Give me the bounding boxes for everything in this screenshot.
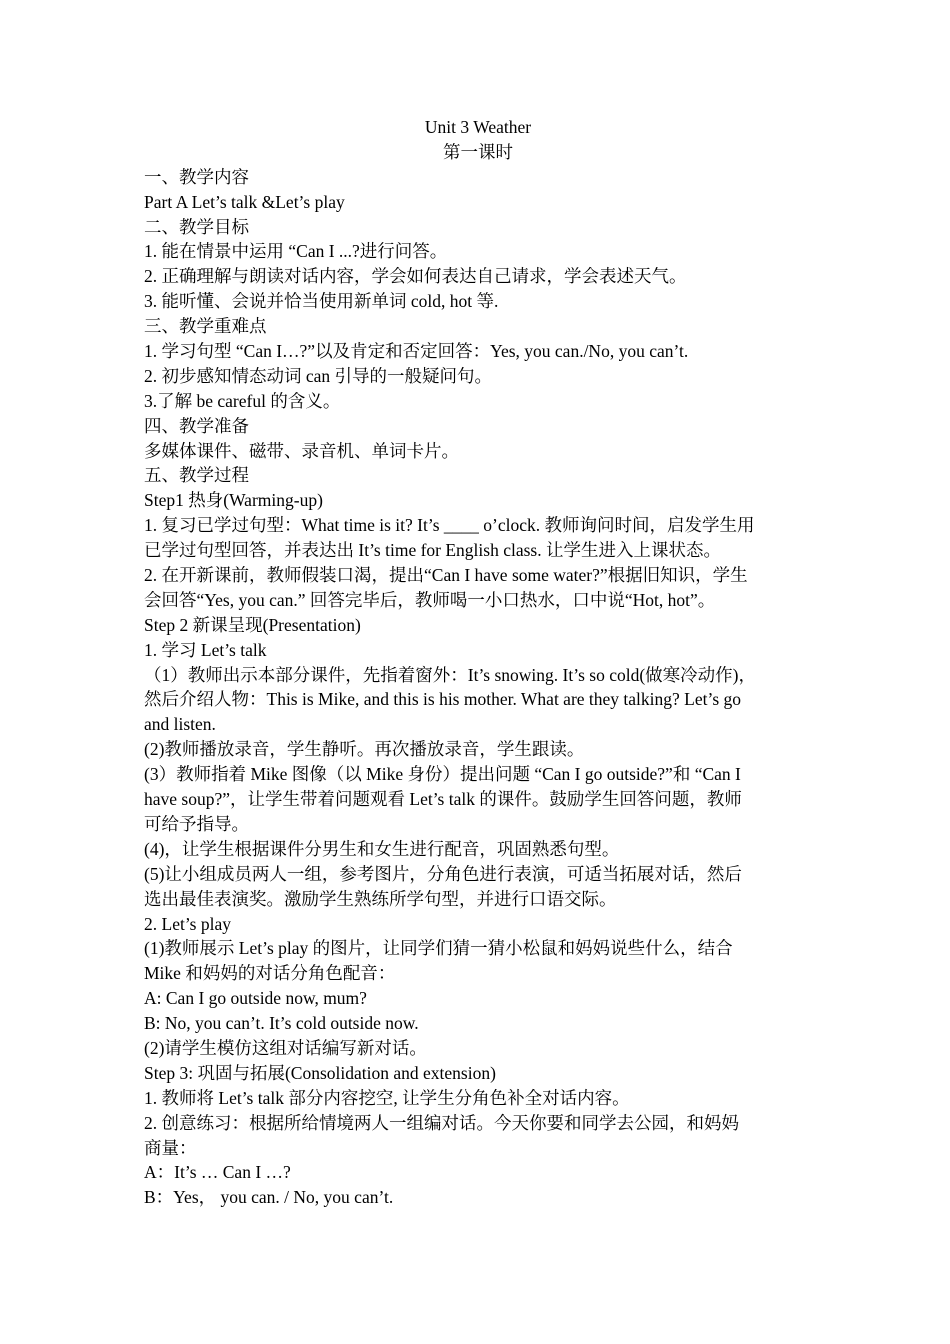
paragraph-line: Mike 和妈妈的对话分角色配音：	[144, 963, 396, 984]
dialogue-line-b: B: No, you can’t. It’s cold outside now.	[144, 1013, 419, 1034]
section-heading-goals: 二、教学目标	[144, 216, 249, 237]
paragraph-line: (5)让小组成员两人一组，参考图片，分角色进行表演，可适当拓展对话，然后	[144, 863, 742, 884]
keypoint-item-1: 1. 学习句型 “Can I…?”以及肯定和否定回答：Yes, you can./No, you can’t.	[144, 341, 689, 362]
dialogue-line-a: A: Can I go outside now, mum?	[144, 988, 367, 1009]
paragraph-line: 会回答“Yes, you can.” 回答完毕后，教师喝一小口热水，口中说“Hot, hot”。	[144, 589, 716, 610]
paragraph-line: 2. Let’s play	[144, 913, 231, 934]
content-line: Part A Let’s talk &Let’s play	[144, 191, 345, 212]
section-heading-process: 五、教学过程	[144, 465, 249, 486]
paragraph-line: (4)，让学生根据课件分男生和女生进行配音，巩固熟悉句型。	[144, 838, 620, 859]
keypoint-item-2: 2. 初步感知情态动词 can 引导的一般疑问句。	[144, 365, 493, 386]
paragraph-line: and listen.	[144, 714, 216, 735]
paragraph-line: 然后介绍人物：This is Mike, and this is his mother. What are they talking? Let’s go	[144, 689, 742, 710]
document-body	[144, 115, 812, 1210]
paragraph-line: 2. 创意练习：根据所给情境两人一组编对话。今天你要和同学去公园，和妈妈	[144, 1112, 739, 1133]
keypoint-item-3: 3.了解 be careful 的含义。	[144, 390, 341, 411]
paragraph-line: (1)教师展示 Let’s play 的图片，让同学们猜一猜小松鼠和妈妈说些什么，结合	[144, 938, 733, 959]
paragraph-line: 1. 复习已学过句型：What time is it? It’s ____ o’clock. 教师询问时间，启发学生用	[144, 515, 755, 536]
section-heading-content: 一、教学内容	[144, 166, 249, 187]
paragraph-line: 选出最佳表演奖。激励学生熟练所学句型，并进行口语交际。	[144, 888, 617, 909]
preparation-line: 多媒体课件、磁带、录音机、单词卡片。	[144, 440, 459, 461]
paragraph-line: 可给予指导。	[144, 813, 249, 834]
step-3-heading: Step 3: 巩固与拓展(Consolidation and extension)	[144, 1062, 496, 1083]
step-1-heading: Step1 热身(Warming-up)	[144, 490, 323, 511]
doc-subtitle: 第一课时	[443, 141, 513, 162]
dialogue-line-a: A：It’s … Can I …?	[144, 1162, 291, 1183]
paragraph-line: (2)请学生模仿这组对话编写新对话。	[144, 1037, 427, 1058]
goal-item-2: 2. 正确理解与朗读对话内容，学会如何表达自己请求，学会表述天气。	[144, 266, 687, 287]
goal-item-1: 1. 能在情景中运用 “Can I ...?进行问答。	[144, 241, 448, 262]
paragraph-line: 1. 教师将 Let’s talk 部分内容挖空, 让学生分角色补全对话内容。	[144, 1087, 630, 1108]
paragraph-line: have soup?”，让学生带着问题观看 Let’s talk 的课件。鼓励学生回答问题，教师	[144, 789, 742, 810]
section-heading-keypoints: 三、教学重难点	[144, 316, 267, 337]
dialogue-line-b: B：Yes， you can. / No, you can’t.	[144, 1187, 394, 1208]
paragraph-line: 商量：	[144, 1137, 197, 1158]
paragraph-line: 已学过句型回答，并表达出 It’s time for English class. 让学生进入上课状态。	[144, 540, 721, 561]
paragraph-line: (3）教师指着 Mike 图像（以 Mike 身份）提出问题 “Can I go outside?”和 “Can I	[144, 764, 741, 785]
doc-title: Unit 3 Weather	[424, 117, 532, 137]
paragraph-line: （1）教师出示本部分课件，先指着窗外：It’s snowing. It’s so cold(做寒冷动作)，	[144, 664, 757, 685]
step-2-heading: Step 2 新课呈现(Presentation)	[144, 614, 361, 635]
goal-item-3: 3. 能听懂、会说并恰当使用新单词 cold, hot 等.	[144, 291, 499, 312]
paragraph-line: 1. 学习 Let’s talk	[144, 639, 267, 660]
section-heading-preparation: 四、教学准备	[144, 415, 249, 436]
paragraph-line: (2)教师播放录音，学生静听。再次播放录音，学生跟读。	[144, 739, 585, 760]
paragraph-line: 2. 在开新课前，教师假装口渴，提出“Can I have some water?”根据旧知识，学生	[144, 565, 748, 586]
